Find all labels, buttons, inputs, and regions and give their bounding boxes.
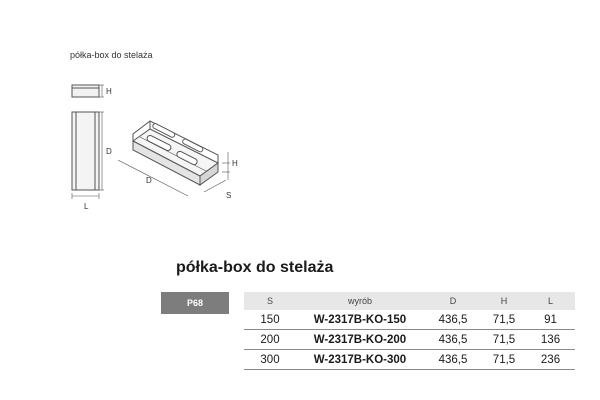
cell-d: 436,5 xyxy=(424,330,482,350)
cell-h: 71,5 xyxy=(482,350,526,370)
spec-table xyxy=(244,292,575,370)
column-header-d: D xyxy=(424,292,482,310)
cell-l: 91 xyxy=(526,310,575,330)
cell-l: 136 xyxy=(526,330,575,350)
cell-d: 436,5 xyxy=(424,310,482,330)
dim-label-l-front: L xyxy=(84,202,89,211)
cell-s: 300 xyxy=(244,350,296,370)
cell-l: 236 xyxy=(526,350,575,370)
column-header-product: wyrób xyxy=(296,292,424,310)
dim-label-s-iso: S xyxy=(226,191,232,200)
front-view-top xyxy=(72,85,104,97)
cell-h: 71,5 xyxy=(482,310,526,330)
cell-product: W-2317B-KO-200 xyxy=(296,330,424,350)
isometric-view xyxy=(118,121,230,196)
drawing-caption: półka-box do stelaża xyxy=(70,50,153,60)
front-view-side xyxy=(72,112,104,199)
table-row xyxy=(244,350,575,370)
cell-product: W-2317B-KO-150 xyxy=(296,310,424,330)
product-code-badge: P68 xyxy=(161,292,229,314)
dim-label-d-iso: D xyxy=(146,176,152,185)
table-row xyxy=(244,330,575,350)
table-row xyxy=(244,310,575,330)
column-header-h: H xyxy=(482,292,526,310)
column-header-s: S xyxy=(244,292,296,310)
dim-label-h-front: H xyxy=(106,87,112,96)
column-header-l: L xyxy=(526,292,575,310)
cell-product: W-2317B-KO-300 xyxy=(296,350,424,370)
cell-s: 150 xyxy=(244,310,296,330)
table-header-row xyxy=(244,292,575,310)
cell-s: 200 xyxy=(244,330,296,350)
cell-h: 71,5 xyxy=(482,330,526,350)
page-title: półka-box do stelaża xyxy=(176,259,334,276)
dim-label-d-front: D xyxy=(106,147,112,156)
cell-d: 436,5 xyxy=(424,350,482,370)
dim-label-h-iso: H xyxy=(232,159,238,168)
